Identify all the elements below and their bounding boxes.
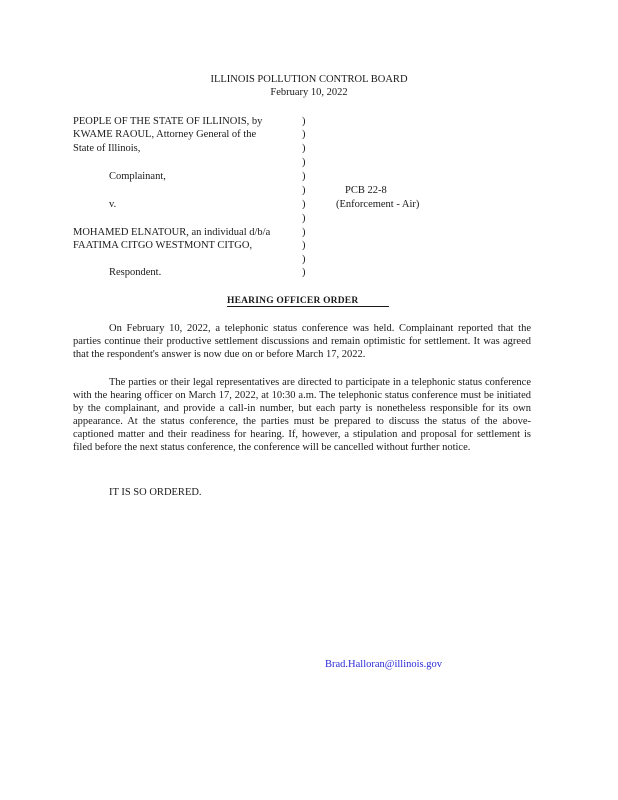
caption-paren: ) [302,267,306,278]
paragraph-3 [73,486,531,499]
caption-paren: ) [302,185,306,196]
order-title: HEARING OFFICER ORDER [227,296,389,307]
officer-email: Brad.Halloran@illinois.gov [325,659,442,670]
complainant-line-3: State of Illinois, [73,143,141,154]
caption-paren: ) [302,213,306,224]
respondent-label: Respondent. [109,267,162,278]
paragraph-2 [73,376,531,454]
complainant-line-1: PEOPLE OF THE STATE OF ILLINOIS, by [73,116,263,127]
caption-paren: ) [302,227,306,238]
caption-paren: ) [302,143,306,154]
respondent-line-1: MOHAMED ELNATOUR, an individual d/b/a [73,227,271,238]
caption-paren: ) [302,199,306,210]
paragraph-1 [73,322,531,361]
case-number: PCB 22-8 [345,185,387,196]
case-type: (Enforcement - Air) [336,199,420,210]
complainant-label: Complainant, [109,171,166,182]
complainant-line-2: KWAME RAOUL, Attorney General of the [73,129,257,140]
caption-paren: ) [302,240,306,251]
paragraph-3-text: IT IS SO ORDERED. [109,487,202,498]
caption-paren: ) [302,254,306,265]
caption-paren: ) [302,116,306,127]
board-name: ILLINOIS POLLUTION CONTROL BOARD [210,74,408,85]
caption-paren: ) [302,129,306,140]
order-date: February 10, 2022 [270,87,348,98]
caption-paren: ) [302,157,306,168]
caption-paren: ) [302,171,306,182]
paragraph-2-text: The parties or their legal representatives are directed to participate in a telephonic status conference with the hearing officer on March 17, 2022, at 10:30 a.m. The telephonic status conference must be initiated by the complainant, and provide a call-in number, but each party is nonetheless responsible for its own appearance. At the status conference, the parties must be prepared to discuss the status of the above-captioned matter and their readiness for hearing. If, however, a stipulation and proposal for settlement is filed before the next status conference, the conference will be cancelled without further notice. [73,377,531,453]
respondent-line-2: FAATIMA CITGO WESTMONT CITGO, [73,240,253,251]
versus-label: v. [109,199,117,210]
paragraph-1-text: On February 10, 2022, a telephonic status conference was held. Complainant reported that the parties continue their productive settlement discussions and remain optimistic for settlement. It was agreed that the respondent's answer is now due on or before March 17, 2022. [73,323,531,360]
